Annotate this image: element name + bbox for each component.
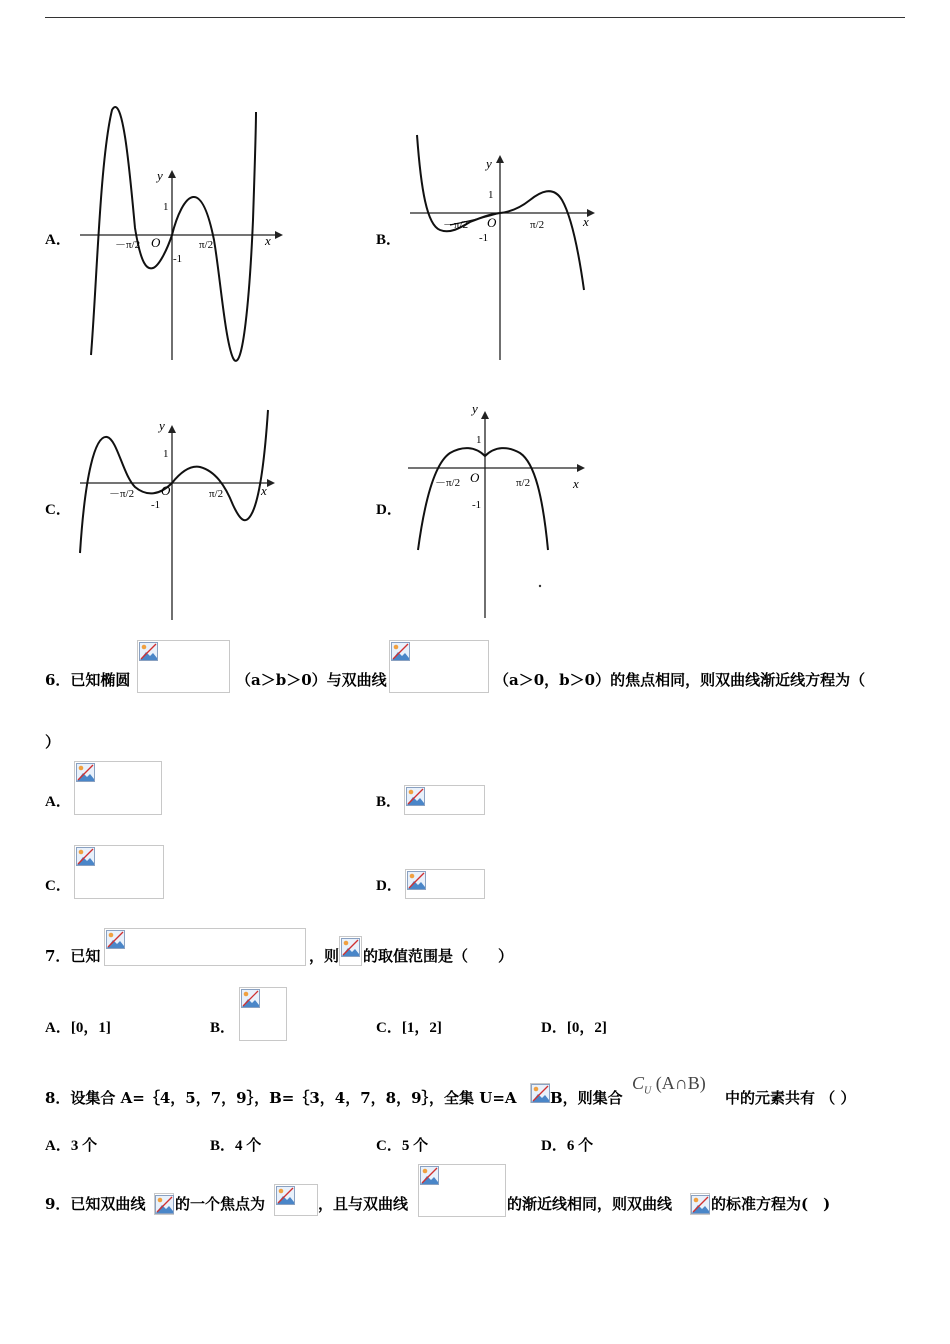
broken-image-icon bbox=[276, 1186, 295, 1205]
graph-a-curve bbox=[91, 107, 256, 361]
q8-complement-formula bbox=[632, 1073, 706, 1097]
q9-prefix: 9．已知双曲线 bbox=[45, 1195, 146, 1213]
graph-b-tick-neg1: -1 bbox=[479, 232, 489, 244]
q9-text-2: ，且与双曲线 bbox=[318, 1195, 409, 1213]
q9-focus-image bbox=[274, 1184, 318, 1216]
graph-a bbox=[75, 100, 295, 365]
graph-d-y-label: y bbox=[472, 401, 478, 416]
q7-condition-image bbox=[104, 928, 306, 966]
broken-image-icon bbox=[76, 763, 95, 782]
q7-suffix: 的取值范围是（ ） bbox=[363, 947, 514, 965]
graph-c-x-label: x bbox=[261, 483, 267, 498]
q6-option-c-image bbox=[74, 845, 164, 899]
q6-option-b-image bbox=[404, 785, 485, 815]
q6-option-d-image bbox=[405, 869, 485, 899]
graph-a-pi-2: π/2 bbox=[199, 239, 214, 251]
q6-option-a-label: A． bbox=[45, 794, 71, 810]
graph-b-pi-2: π/2 bbox=[530, 219, 545, 231]
q6-option-d-label: D． bbox=[376, 878, 402, 894]
q8-formula-sub: U bbox=[644, 1085, 652, 1097]
graph-a-x-label: x bbox=[265, 233, 271, 248]
q7-option-a: A．[0，1] bbox=[45, 1020, 111, 1036]
graph-d-pi-2: π/2 bbox=[516, 477, 531, 489]
option-d-label: D． bbox=[376, 502, 402, 518]
q8-b-text: B，则集合 bbox=[550, 1089, 623, 1107]
q6-prefix: 6．已知椭圆 bbox=[45, 671, 131, 689]
broken-image-icon bbox=[420, 1166, 439, 1185]
graph-a-neg-pi-2: －π/2 bbox=[115, 239, 141, 251]
q8-option-c: C．5 个 bbox=[376, 1138, 429, 1154]
q8-union-image bbox=[530, 1083, 550, 1103]
broken-image-icon bbox=[76, 847, 95, 866]
q6-close-paren: ） bbox=[45, 733, 61, 751]
broken-image-icon bbox=[241, 989, 260, 1008]
broken-image-icon bbox=[155, 1195, 174, 1214]
q7-prefix: 7．已知 bbox=[45, 947, 101, 965]
q9-text-4: 的标准方程为( ) bbox=[711, 1195, 831, 1213]
q9-text-1: 的一个焦点为 bbox=[175, 1195, 266, 1213]
graph-a-tick-1: 1 bbox=[163, 201, 169, 213]
graph-b-tick-1: 1 bbox=[488, 189, 494, 201]
graph-b-neg-pi-2: －π/2 bbox=[443, 219, 469, 231]
graph-c bbox=[75, 405, 290, 625]
q8-formula-paren: (A∩B) bbox=[655, 1073, 706, 1093]
q6-option-c-label: C． bbox=[45, 878, 71, 894]
q8-prefix: 8．设集合 A=｛4，5，7，9｝，B=｛3，4，7，8，9｝，全集 U=A bbox=[45, 1089, 517, 1107]
broken-image-icon bbox=[406, 787, 425, 806]
q9-hyperbola-c2-image bbox=[690, 1193, 710, 1215]
graph-d-neg-pi-2: －π/2 bbox=[435, 477, 461, 489]
graph-a-tick-neg1: -1 bbox=[173, 253, 183, 265]
graph-b-y-label: y bbox=[486, 156, 492, 171]
broken-image-icon bbox=[691, 1195, 710, 1214]
graph-d bbox=[400, 398, 595, 623]
graph-d-tick-1: 1 bbox=[476, 434, 482, 446]
graph-c-tick-1: 1 bbox=[163, 448, 169, 460]
q7-option-d: D．[0，2] bbox=[541, 1020, 607, 1036]
graph-c-pi-2: π/2 bbox=[209, 488, 224, 500]
q9-hyperbola-c-image bbox=[154, 1193, 174, 1215]
q7-option-b-image bbox=[239, 987, 287, 1041]
graph-c-tick-neg1: -1 bbox=[151, 499, 161, 511]
q6-condition-1: （a＞b＞0）与双曲线 bbox=[236, 671, 387, 689]
q7-option-b-label: B． bbox=[210, 1020, 236, 1036]
q9-ref-hyperbola-image bbox=[418, 1164, 506, 1217]
q7-option-c: C．[1，2] bbox=[376, 1020, 442, 1036]
option-c-label: C． bbox=[45, 502, 71, 518]
header-rule bbox=[45, 17, 905, 18]
broken-image-icon bbox=[531, 1084, 550, 1103]
q8-option-b: B．4 个 bbox=[210, 1138, 262, 1154]
graph-d-origin: O bbox=[470, 470, 480, 485]
graph-d-tick-neg1: -1 bbox=[472, 499, 482, 511]
graph-b bbox=[405, 130, 600, 365]
q9-text-3: 的渐近线相同，则双曲线 bbox=[507, 1195, 673, 1213]
q8-option-d: D．6 个 bbox=[541, 1138, 594, 1154]
q8-option-a: A．3 个 bbox=[45, 1138, 98, 1154]
q8-formula-c: C bbox=[632, 1073, 645, 1093]
option-a-label: A． bbox=[45, 232, 71, 248]
q7-mid: ，则 bbox=[309, 947, 340, 965]
graph-a-y-label: y bbox=[157, 168, 163, 183]
graph-c-y-label: y bbox=[159, 418, 165, 433]
q6-option-a-image bbox=[74, 761, 162, 815]
broken-image-icon bbox=[391, 642, 410, 661]
q7-expression-image bbox=[339, 936, 362, 966]
q6-option-b-label: B． bbox=[376, 794, 402, 810]
q6-condition-2: （a＞0，b＞0）的焦点相同，则双曲线渐近线方程为（ bbox=[494, 671, 866, 689]
q6-hyperbola-image bbox=[389, 640, 489, 693]
graph-a-origin: O bbox=[151, 235, 161, 250]
graph-c-origin: O bbox=[161, 483, 171, 498]
graph-d-curve bbox=[418, 448, 548, 550]
q6-ellipse-image bbox=[137, 640, 230, 693]
broken-image-icon bbox=[407, 871, 426, 890]
graph-c-neg-pi-2: －π/2 bbox=[109, 488, 135, 500]
broken-image-icon bbox=[106, 930, 125, 949]
broken-image-icon bbox=[341, 938, 360, 957]
graph-b-origin: O bbox=[487, 215, 497, 230]
broken-image-icon bbox=[139, 642, 158, 661]
option-b-label: B． bbox=[376, 232, 402, 248]
graph-d-x-label: x bbox=[573, 476, 579, 491]
graph-b-x-label: x bbox=[583, 214, 589, 229]
q8-suffix: 中的元素共有 （ ） bbox=[725, 1089, 856, 1107]
